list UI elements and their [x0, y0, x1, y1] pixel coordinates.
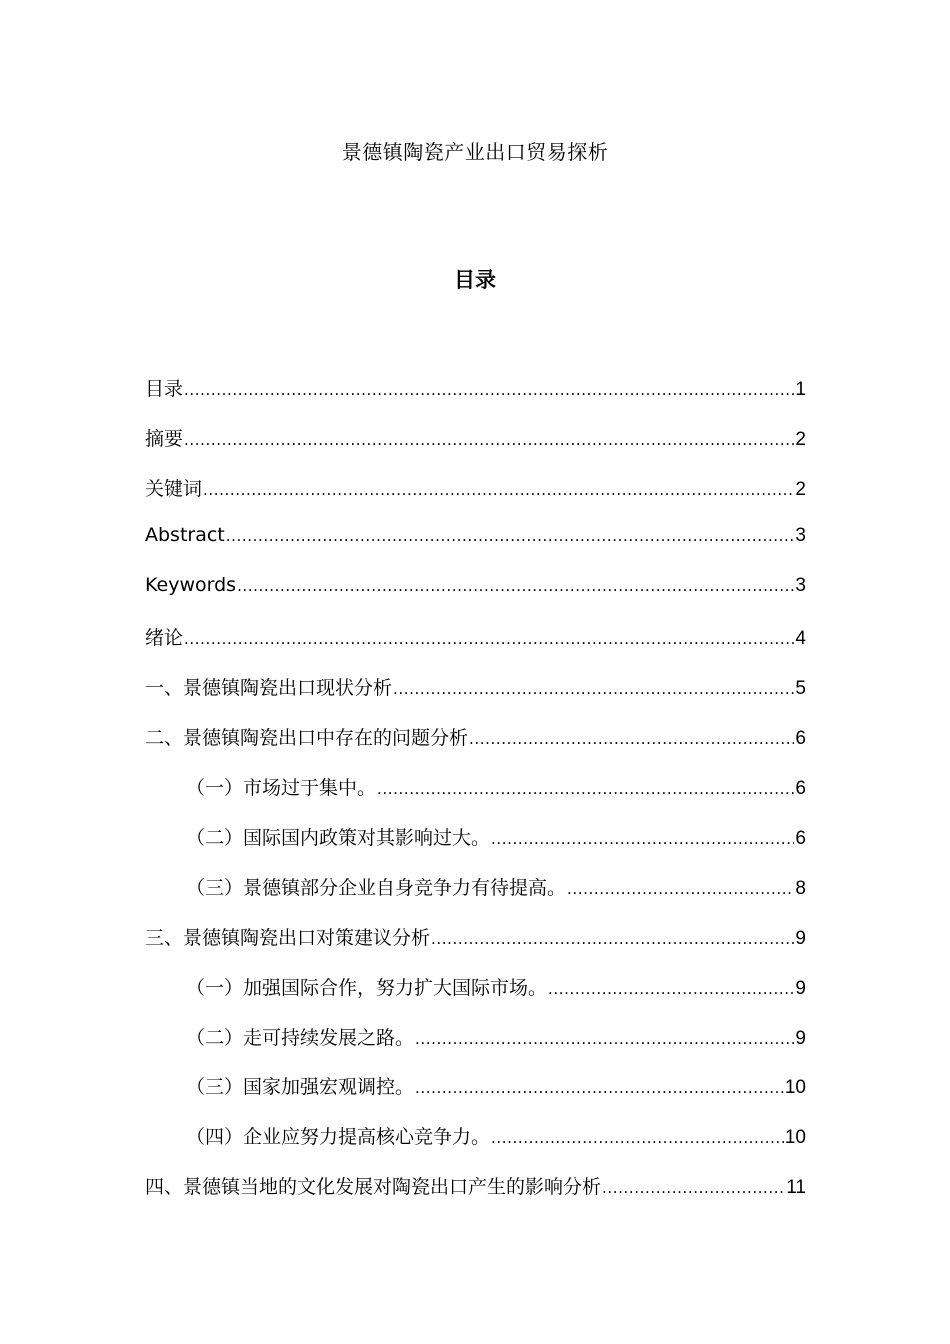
toc-entry-section-2-3[interactable]: [145, 873, 806, 923]
toc-entry-contents[interactable]: [145, 374, 806, 424]
toc-entry-section-3-1[interactable]: [145, 973, 806, 1023]
toc-entry-section-3-2[interactable]: [145, 1023, 806, 1073]
toc-page-number: 5: [795, 678, 806, 700]
toc-entry-label: 一、景德镇陶瓷出口现状分析: [145, 677, 393, 700]
toc-dot-leader: [548, 980, 794, 998]
toc-dot-leader: [415, 1030, 794, 1048]
toc-dot-leader: [184, 381, 794, 399]
table-of-contents: [145, 374, 806, 1222]
toc-dot-leader: [393, 680, 794, 698]
toc-dot-leader: [226, 527, 795, 545]
toc-entry-label: （三）景德镇部分企业自身竞争力有待提高。: [186, 876, 567, 899]
toc-heading: 目录: [454, 268, 496, 292]
toc-page-number: 6: [795, 828, 806, 850]
toc-page-number: 6: [795, 778, 806, 800]
toc-entry-label: （四）企业应努力提高核心竞争力。: [186, 1126, 491, 1149]
toc-page-number: 6: [795, 728, 806, 750]
toc-page-number: 9: [795, 977, 806, 999]
toc-entry-label: 目录: [145, 378, 184, 400]
toc-page-number: 10: [784, 1077, 806, 1099]
toc-dot-leader: [237, 577, 794, 595]
toc-page-number: 10: [784, 1127, 806, 1149]
toc-dot-leader: [203, 481, 794, 499]
toc-entry-label: 摘要: [145, 427, 184, 450]
toc-page-number: 2: [795, 478, 806, 500]
toc-dot-leader: [491, 830, 794, 848]
toc-entry-label: 四、景德镇当地的文化发展对陶瓷出口产生的影响分析: [145, 1176, 602, 1199]
toc-entry-section-3[interactable]: [145, 923, 806, 973]
toc-page-number: 9: [795, 927, 806, 949]
toc-page-number: 8: [795, 877, 806, 899]
toc-page-number: 1: [795, 379, 806, 400]
toc-entry-abstract-en[interactable]: [145, 524, 806, 574]
toc-entry-introduction[interactable]: [145, 623, 806, 673]
toc-page-number: 11: [786, 1177, 806, 1199]
toc-dot-leader: [184, 431, 794, 449]
toc-dot-leader: [491, 1129, 784, 1147]
toc-entry-section-2-2[interactable]: [145, 823, 806, 873]
toc-entry-section-2[interactable]: [145, 723, 806, 773]
toc-dot-leader: [567, 880, 794, 898]
toc-entry-abstract-cn[interactable]: [145, 424, 806, 474]
toc-entry-label: （一）市场过于集中。: [186, 777, 377, 800]
toc-entry-label: Keywords: [145, 573, 237, 596]
toc-page-number: 3: [795, 524, 806, 546]
toc-dot-leader: [415, 1079, 784, 1097]
toc-entry-label: Abstract: [145, 523, 225, 546]
toc-entry-label: （一）加强国际合作，努力扩大国际市场。: [186, 976, 548, 999]
toc-page-number: 3: [795, 574, 806, 596]
toc-dot-leader: [602, 1179, 785, 1197]
toc-entry-label: 二、景德镇陶瓷出口中存在的问题分析: [145, 727, 469, 750]
toc-entry-label: （二）国际国内政策对其影响过大。: [186, 827, 491, 850]
toc-entry-section-2-1[interactable]: [145, 773, 806, 823]
toc-dot-leader: [469, 730, 794, 748]
toc-entry-keywords-cn[interactable]: [145, 474, 806, 524]
toc-entry-label: （三）国家加强宏观调控。: [186, 1076, 415, 1099]
toc-entry-section-3-3[interactable]: [145, 1072, 806, 1122]
toc-entry-section-1[interactable]: [145, 673, 806, 723]
toc-entry-label: 关键词: [145, 477, 203, 500]
toc-page-number: 4: [795, 628, 806, 650]
toc-dot-leader: [184, 630, 794, 648]
toc-page-number: 2: [795, 428, 806, 450]
toc-entry-label: 三、景德镇陶瓷出口对策建议分析: [145, 926, 431, 949]
toc-dot-leader: [377, 780, 794, 798]
toc-entry-keywords-en[interactable]: [145, 574, 806, 624]
toc-entry-label: （二）走可持续发展之路。: [186, 1026, 415, 1049]
toc-entry-section-4[interactable]: [145, 1172, 806, 1222]
toc-entry-label: 绪论: [145, 627, 184, 650]
toc-entry-section-3-4[interactable]: [145, 1122, 806, 1172]
toc-page-number: 9: [795, 1027, 806, 1049]
toc-dot-leader: [431, 930, 794, 948]
document-title: 景德镇陶瓷产业出口贸易探析: [341, 140, 609, 164]
